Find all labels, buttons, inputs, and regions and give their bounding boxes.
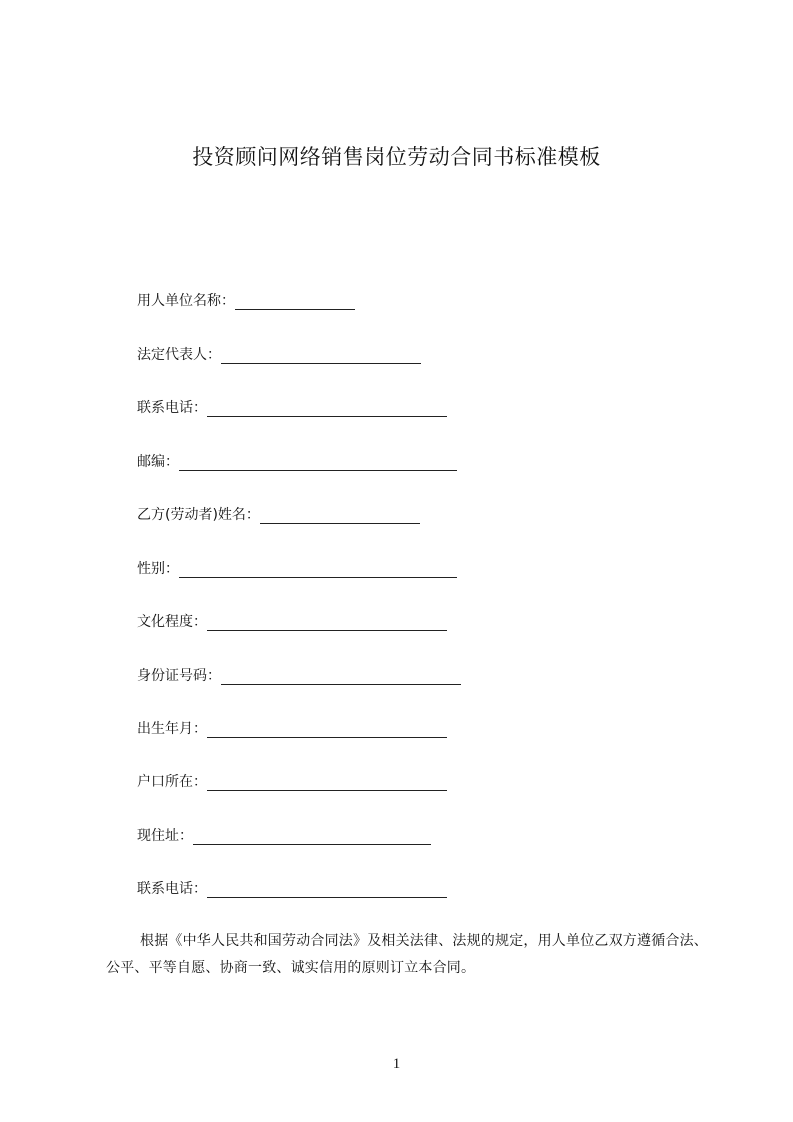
- field-contact-phone-2: [137, 877, 447, 901]
- page-number: 1: [392, 1056, 401, 1072]
- field-contact-phone: [137, 396, 447, 420]
- field-employer-name: [137, 289, 355, 313]
- field-label: 联系电话：: [137, 881, 207, 897]
- field-postcode: [137, 450, 457, 474]
- field-label: 户口所在：: [137, 774, 207, 790]
- field-label: 文化程度：: [137, 614, 207, 630]
- field-id-number: [137, 664, 461, 688]
- blank-line: [235, 289, 355, 310]
- field-gender: [137, 557, 457, 581]
- blank-line: [193, 824, 431, 845]
- blank-line: [207, 396, 447, 417]
- field-education: [137, 610, 447, 634]
- blank-line: [207, 610, 447, 631]
- field-label: 出生年月：: [137, 721, 207, 737]
- field-label: 身份证号码：: [137, 668, 221, 684]
- field-label: 现住址：: [137, 828, 193, 844]
- preamble-paragraph: 根据《中华人民共和国劳动合同法》及相关法律、法规的规定，用人单位乙双方遵循合法、公平、平等自愿、协商一致、诚实信用的原则订立本合同。: [106, 933, 708, 976]
- field-legal-representative: [137, 343, 421, 367]
- field-household-registration: [137, 770, 447, 794]
- blank-line: [260, 503, 420, 524]
- document-title: 投资顾问网络销售岗位劳动合同书标准模板: [192, 145, 601, 169]
- field-label: 联系电话：: [137, 400, 207, 416]
- field-current-address: [137, 824, 431, 848]
- blank-line: [207, 717, 447, 738]
- blank-line: [221, 343, 421, 364]
- field-label: 性别：: [137, 561, 179, 577]
- blank-line: [207, 877, 447, 898]
- blank-line: [179, 557, 457, 578]
- field-birth-date: [137, 717, 447, 741]
- field-label: 法定代表人：: [137, 347, 221, 363]
- blank-line: [221, 664, 461, 685]
- blank-line: [179, 450, 457, 471]
- field-worker-name: [137, 503, 420, 527]
- blank-line: [207, 770, 447, 791]
- field-label: 乙方(劳动者)姓名：: [137, 507, 260, 523]
- field-label: 用人单位名称：: [137, 293, 235, 309]
- field-label: 邮编：: [137, 454, 179, 470]
